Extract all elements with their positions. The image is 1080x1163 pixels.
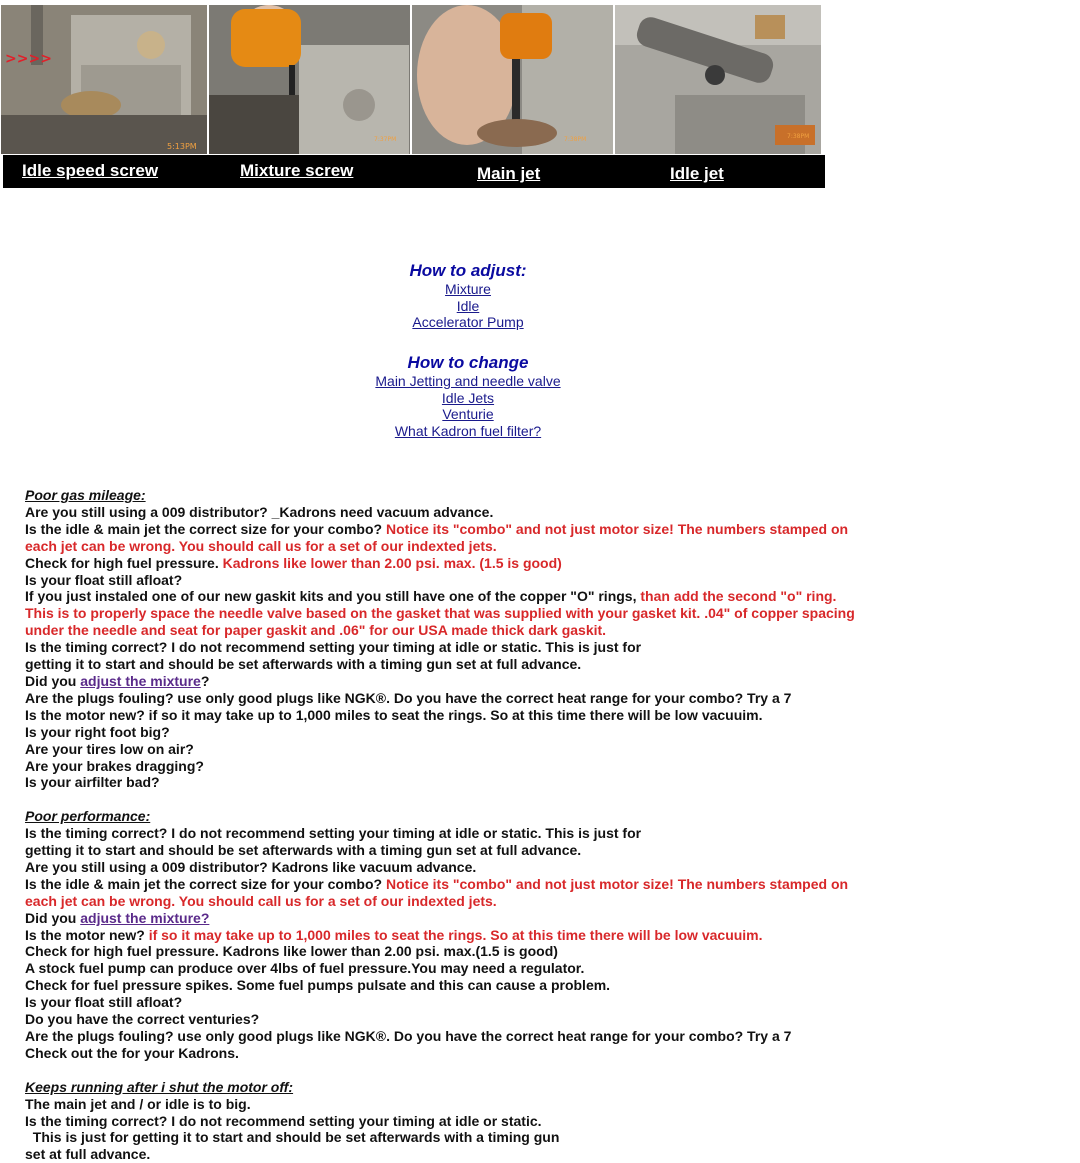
text-line: Are your brakes dragging? [25, 757, 204, 774]
text-line: Is the motor new? if so it may take up to 1,000 miles to seat the rings. So at this time there will be low vacuuim. [25, 926, 763, 943]
main-jetting-link[interactable]: Main Jetting and needle valve [375, 373, 561, 389]
change-nav [0, 353, 936, 439]
text-line: If you just instaled one of our new gaskit kits and you still have one of the copper "O" rings, than add the second "o" ring. This is to properly space the needle valve based on the gasket that was supplied with your gasket kit. .04" of copper spacing under the needle and seat for paper gaskit and .06" for our USA made thick dark gaskit. [25, 588, 855, 639]
text-line: Check out the for your Kadrons. [25, 1044, 239, 1061]
photo-strip [0, 5, 824, 154]
text-line: set at full advance. [25, 1146, 151, 1163]
main-jet-link[interactable]: Main jet [477, 164, 541, 183]
text-line: Are you still using a 009 distributor? _Kadrons need vacuum advance. [25, 503, 494, 520]
text-line: A stock fuel pump can produce over 4lbs of fuel pressure.You may need a regulator. [25, 960, 585, 977]
idle-jets-link[interactable]: Idle Jets [441, 389, 495, 406]
photo-label-bar [3, 155, 825, 188]
warning-text: if so it may take up to 1,000 miles to seat the rings. So at this time there will be low vacuuim. [148, 926, 763, 943]
text-line: Is the idle & main jet the correct size for your combo? Notice its "combo" and not just motor size! The numbers stamped on each jet can be wrong. You should call us for a set of our indexted jets. [25, 520, 849, 554]
idle-jet-link[interactable]: Idle jet [670, 164, 724, 183]
photo-timestamp: 5:13PM [167, 142, 197, 151]
adjust-accelerator-pump-link[interactable]: Accelerator Pump [412, 314, 524, 331]
text-line: Are you still using a 009 distributor? Kadrons like vacuum advance. [25, 858, 477, 875]
section-title-mileage: Poor gas mileage: [25, 487, 146, 503]
text-line: Check for fuel pressure spikes. Some fuel pumps pulsate and this can cause a problem. [25, 977, 611, 994]
photo-timestamp: 7:37PM [374, 136, 397, 143]
text-line: Is the motor new? if so it may take up to 1,000 miles to seat the rings. So at this time there will be low vacuuim. [25, 706, 763, 723]
adjust-mixture-inline-link[interactable]: adjust the mixture [80, 672, 201, 689]
text-line: Is your float still afloat? [25, 994, 183, 1011]
text-line: Is your airfilter bad? [25, 774, 160, 791]
warning-text: Notice its "combo" and not just motor size! The numbers stamped on each jet can be wrong. You should call us for a set of our indexted jets. [25, 520, 849, 554]
text-line: Is your float still afloat? [25, 571, 183, 588]
adjust-nav [0, 261, 936, 331]
text-line: Did you adjust the mixture? [25, 909, 210, 926]
photo-timestamp: 7:38PM [564, 136, 587, 143]
warning-text: Kadrons like lower than 2.00 psi. max. (1.5 is good) [222, 554, 562, 571]
mixture-screw-link[interactable]: Mixture screw [240, 161, 354, 180]
text-line: getting it to start and should be set afterwards with a timing gun set at full advance. [25, 842, 582, 859]
mixture-screw-photo[interactable] [209, 5, 410, 154]
text-line: Is the timing correct? I do not recommend setting your timing at idle or static. This is just for [25, 639, 642, 656]
text-line: Is the timing correct? I do not recommend setting your timing at idle or static. This is just for [25, 825, 642, 842]
adjust-idle-link[interactable]: Idle [456, 297, 480, 314]
adjust-mixture-inline-link[interactable]: adjust the mixture? [80, 909, 210, 926]
text-line: Are your tires low on air? [25, 740, 194, 757]
arrows-text: >>>> [5, 51, 52, 67]
fuel-filter-link[interactable]: What Kadron fuel filter? [394, 422, 542, 439]
main-jet-photo[interactable] [412, 5, 613, 154]
warning-text: Notice its "combo" and not just motor size! The numbers stamped on each jet can be wrong. You should call us for a set of our indexted jets. [25, 875, 849, 909]
section-title-running: Keeps running after i shut the motor off: [25, 1078, 294, 1095]
text-line: Did you adjust the mixture? [25, 672, 210, 689]
text-line: Do you have the correct venturies? [25, 1011, 260, 1028]
adjust-mixture-link[interactable]: Mixture [445, 281, 491, 297]
idle-speed-screw-photo[interactable] [1, 5, 207, 154]
change-heading: How to change [407, 353, 529, 372]
venturie-link[interactable]: Venturie [442, 406, 494, 423]
text-line: The main jet and / or idle is to big. [25, 1095, 251, 1112]
section-title-performance: Poor performance: [25, 808, 151, 825]
adjust-heading: How to adjust: [409, 261, 527, 280]
text-line: Are the plugs fouling? use only good plugs like NGK®. Do you have the correct heat range for your combo? Try a 7 [25, 689, 792, 706]
troubleshooting-content [25, 487, 865, 1163]
text-line: Check for high fuel pressure. Kadrons like lower than 2.00 psi. max.(1.5 is good) [25, 943, 558, 960]
text-line: Check for high fuel pressure. Kadrons like lower than 2.00 psi. max. (1.5 is good) [25, 554, 562, 571]
idle-jet-photo[interactable] [615, 5, 821, 154]
idle-speed-screw-link[interactable]: Idle speed screw [22, 161, 159, 180]
text-line: Is the timing correct? I do not recommend setting your timing at idle or static. [25, 1112, 542, 1129]
text-line: Is your right foot big? [25, 723, 170, 740]
photo-timestamp: 7:38PM [787, 133, 810, 140]
text-line: Are the plugs fouling? use only good plugs like NGK®. Do you have the correct heat range for your combo? Try a 7 [25, 1027, 792, 1044]
text-line: Is the idle & main jet the correct size for your combo? Notice its "combo" and not just motor size! The numbers stamped on each jet can be wrong. You should call us for a set of our indexted jets. [25, 875, 849, 909]
text-line: getting it to start and should be set afterwards with a timing gun set at full advance. [25, 656, 582, 673]
text-line: This is just for getting it to start and should be set afterwards with a timing gun [25, 1129, 560, 1146]
warning-text: than add the second "o" ring. This is to properly space the needle valve based on the gasket that was supplied with your gasket kit. .04" of copper spacing under the needle and seat for paper gaskit and .06" for our USA made thick dark gaskit. [25, 588, 855, 639]
